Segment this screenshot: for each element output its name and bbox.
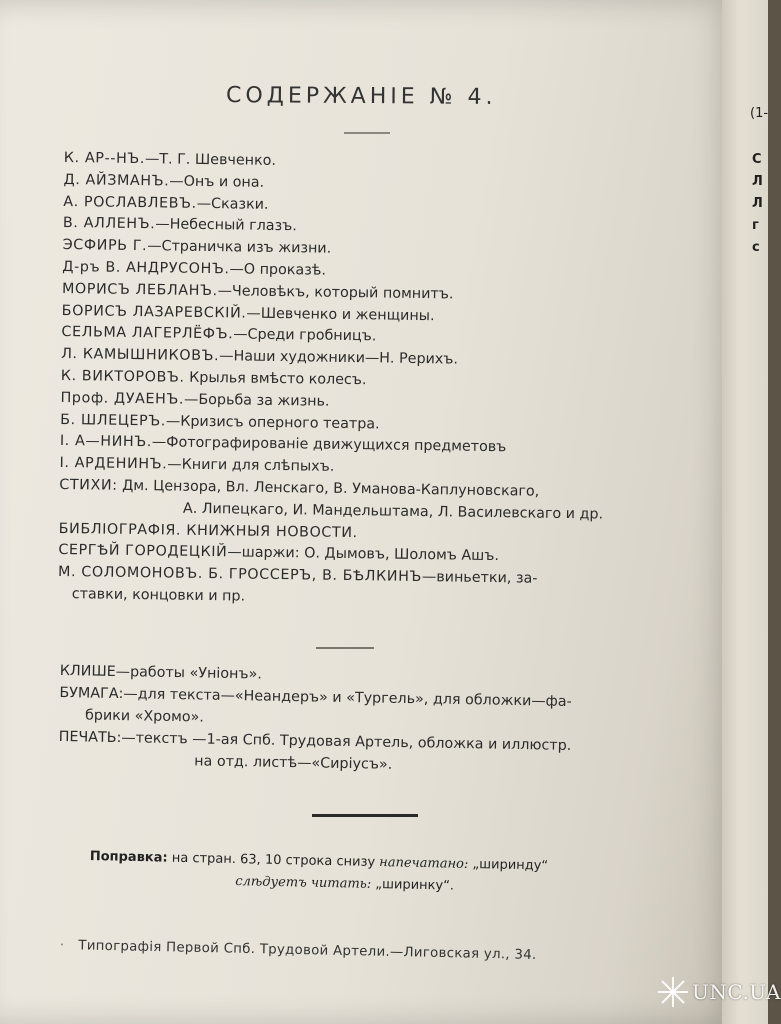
contents-author: В. АЛЛЕНЪ. [62, 215, 156, 233]
contents-author: І. АРДЕНИНЪ. [59, 455, 168, 473]
contents-work: —Кризисъ оперного театра. [165, 413, 380, 432]
contents-work: —Сказки. [196, 195, 269, 213]
adjacent-page-fragment: (1- [750, 106, 769, 121]
contents-author: К. ВИКТОРОВЪ. [60, 367, 185, 386]
footer-dots: · [59, 938, 65, 954]
contents-author: Д-ръ В. АНДРУСОНЪ. [62, 258, 230, 278]
correction-printed-label: напечатано: [379, 855, 469, 872]
contents-author: МОРИСЪ ЛЕБЛАНЪ. [61, 280, 218, 299]
contents-work: —Наши художники—Н. Рерихъ. [219, 348, 459, 368]
contents-author: БИБЛІОГРАФІЯ. КНИЖНЫЯ НОВОСТИ. [58, 520, 358, 541]
contents-author: І. А—НИНЪ. [59, 433, 153, 451]
contents-author: М. СОЛОМОНОВЪ. Б. ГРОССЕРЪ, В. БѢЛКИНЪ [57, 564, 423, 586]
contents-work: —Фотографированіе движущихся предметовъ [151, 434, 507, 456]
contents-work: Дм. Цензора, Вл. Ленскаго, В. Уманова-Каплуновскаго, [117, 477, 540, 500]
contents-work: —О проказѣ. [229, 261, 327, 279]
footer-text: Типографія Первой Спб. Трудовой Артели.—Лиговская ул., 34. [78, 938, 537, 963]
correction-note [89, 846, 650, 902]
print-info-line: ПЕЧАТЬ:—текстъ —1-ая Спб. Трудовая Артель, обложка и иллюстр. [58, 728, 572, 754]
page-title: СОДЕРЖАНІЕ № 4. [225, 83, 497, 110]
contents-work: —Т. Г. Шевченко. [144, 151, 277, 169]
contents-work: Крылья вмѣсто колесъ. [184, 369, 367, 389]
print-info [58, 660, 680, 781]
correction-read-label: слѣдуетъ читать: [235, 874, 372, 892]
contents-author: ЭСФИРЬ Г. [62, 237, 148, 255]
contents-work: —Борьба за жизнь. [183, 391, 330, 410]
correction-read-word: „ширинку“. [371, 876, 455, 894]
print-info-line: на отд. листѣ—«Сиріусъ». [194, 753, 393, 773]
sparkle-icon [656, 975, 690, 1009]
contents-list [58, 148, 664, 614]
contents-work: —Шевченко и женщины. [246, 305, 435, 324]
contents-author: Проф. ДУАЕНЪ. [60, 389, 185, 408]
section-divider [316, 647, 374, 649]
adjacent-page-fragment: г [752, 218, 759, 233]
print-info-line: БУМАГА:—для текста—«Неандеръ» и «Тургель», для обложки—фа- [59, 684, 572, 710]
contents-work: —Небесный глазъ. [155, 216, 297, 235]
contents-author: Б. ШЛЕЦЕРЪ. [60, 411, 167, 430]
adjacent-page-edge [722, 0, 768, 1024]
contents-work: А. Липецкаго, И. Мандельштама, Л. Василевскаго и др. [182, 500, 604, 523]
contents-work: —Среди гробницъ. [233, 326, 377, 345]
contents-work: —Онъ и она. [169, 173, 265, 191]
correction-printed-word: „ширинду“ [468, 856, 549, 874]
print-info-line: брики «Хромо». [84, 707, 205, 726]
adjacent-page-fragment: с [752, 240, 760, 255]
contents-work: —Человѣкъ, который помнитъ. [217, 282, 454, 303]
contents-work: —виньетки, за- [421, 569, 538, 587]
contents-author: СЕРГѢЙ ГОРОДЕЦКІЙ [58, 542, 228, 561]
adjacent-page-fragment: Л [752, 174, 763, 189]
correction-text: на стран. 63, 10 строка снизу [167, 850, 380, 871]
contents-author: К. АР--НЪ. [63, 149, 146, 168]
adjacent-page-fragment: Л [752, 196, 763, 211]
contents-work: —Страничка изъ жизни. [147, 238, 332, 257]
watermark-text: UNC.UA [692, 980, 781, 1004]
adjacent-page-fragment: С [752, 152, 762, 167]
watermark [656, 968, 781, 1016]
correction-label: Поправка: [89, 848, 168, 866]
contents-author: СЕЛЬМА ЛАГЕРЛЁФЪ. [61, 324, 234, 343]
contents-work: —Книги для слѣпыхъ. [167, 456, 335, 475]
print-info-line: КЛИШЕ—работы «Уніонъ». [59, 662, 262, 683]
contents-author: А. РОСЛАВЛЕВЪ. [63, 193, 197, 212]
contents-author: СТИХИ: [59, 476, 118, 494]
contents-work: —шаржи: О. Дымовъ, Шоломъ Ашъ. [227, 544, 500, 565]
bold-divider [312, 814, 418, 817]
title-divider [344, 132, 390, 134]
contents-author: Л. КАМЫШНИКОВЪ. [61, 346, 220, 365]
printer-footer [60, 938, 680, 966]
contents-author: Д. АЙЗМАНЪ. [63, 171, 170, 190]
contents-author: БОРИСЪ ЛАЗАРЕВСКІЙ. [61, 302, 247, 322]
contents-work: ставки, концовки и пр. [71, 586, 246, 605]
